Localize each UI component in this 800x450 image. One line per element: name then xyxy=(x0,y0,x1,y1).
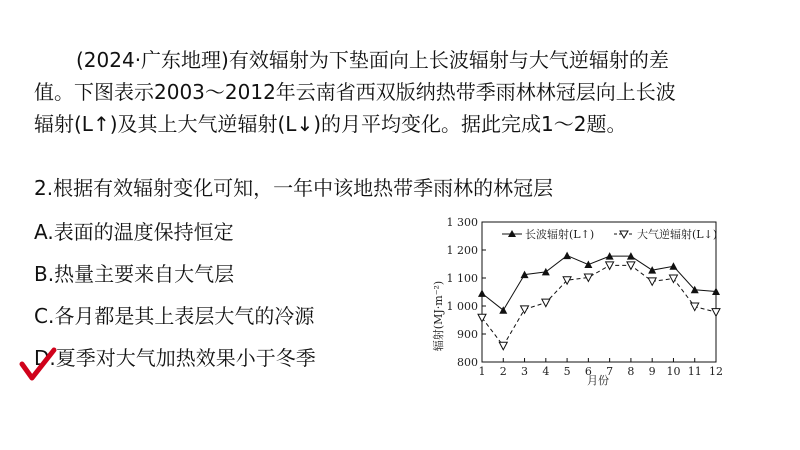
question-stem: 2.根据有效辐射变化可知，一年中该地热带季雨林的林冠层 xyxy=(34,176,554,200)
option-c[interactable]: C.各月都是其上表层大气的冷源 xyxy=(34,304,315,328)
chart-legend xyxy=(502,227,717,241)
l-down-point xyxy=(542,299,550,307)
plot-frame xyxy=(482,222,716,362)
x-tick-label: 2 xyxy=(499,365,507,378)
l-down-point xyxy=(521,306,529,314)
y-tick-label: 1 100 xyxy=(446,272,478,285)
x-tick-label: 12 xyxy=(709,365,723,378)
check-mark-icon xyxy=(18,344,58,384)
y-axis-label: 辐射(MJ·m⁻²) xyxy=(432,280,445,352)
option-b[interactable]: B.热量主要来自大气层 xyxy=(34,262,235,286)
option-d[interactable]: D.夏季对大气加热效果小于冬季 xyxy=(34,346,316,370)
x-tick-label: 1 xyxy=(478,365,486,378)
l-down-point xyxy=(606,262,614,270)
x-tick-label: 10 xyxy=(666,365,681,378)
x-axis-label: 月份 xyxy=(587,374,609,387)
y-tick-label: 1 300 xyxy=(446,216,478,229)
l-down-point xyxy=(648,278,656,286)
y-tick-label: 1 200 xyxy=(446,244,478,257)
l-up-point xyxy=(499,306,507,314)
x-tick-label: 6 xyxy=(584,365,592,378)
intro-line-1: (2024·广东地理)有效辐射为下垫面向上长波辐射与大气逆辐射的差 xyxy=(76,48,669,72)
x-tick-label: 11 xyxy=(687,365,702,378)
l-up-point xyxy=(584,261,592,269)
intro-line-3: 辐射(L↑)及其上大气逆辐射(L↓)的月平均变化。据此完成1～2题。 xyxy=(34,112,627,136)
x-tick-label: 3 xyxy=(521,365,529,378)
legend-label-l-down: 大气逆辐射(L↓) xyxy=(637,228,718,241)
l-down-point xyxy=(712,309,720,317)
l-down-point xyxy=(499,342,507,350)
radiation-chart xyxy=(418,212,738,387)
x-tick-label: 5 xyxy=(563,365,571,378)
l-up-point xyxy=(563,252,571,260)
y-tick-label: 800 xyxy=(457,356,478,369)
y-tick-label: 900 xyxy=(457,328,478,341)
question-intro xyxy=(34,44,774,140)
l-up-point xyxy=(669,262,677,270)
l-up-point xyxy=(478,289,486,297)
option-a[interactable]: A.表面的温度保持恒定 xyxy=(34,220,234,244)
intro-line-2: 值。下图表示2003～2012年云南省西双版纳热带季雨林林冠层向上长波 xyxy=(34,80,676,104)
y-tick-label: 1 000 xyxy=(446,300,478,313)
series-line-1 xyxy=(482,256,716,311)
x-tick-label: 4 xyxy=(542,365,550,378)
x-tick-label: 7 xyxy=(606,365,614,378)
l-up-point xyxy=(542,268,550,276)
x-tick-label: 8 xyxy=(627,365,635,378)
series-line-2 xyxy=(482,265,716,345)
l-down-point xyxy=(627,262,635,270)
x-tick-label: 9 xyxy=(648,365,656,378)
l-down-point xyxy=(669,275,677,283)
legend-label-l-up: 长波辐射(L↑) xyxy=(525,228,595,241)
